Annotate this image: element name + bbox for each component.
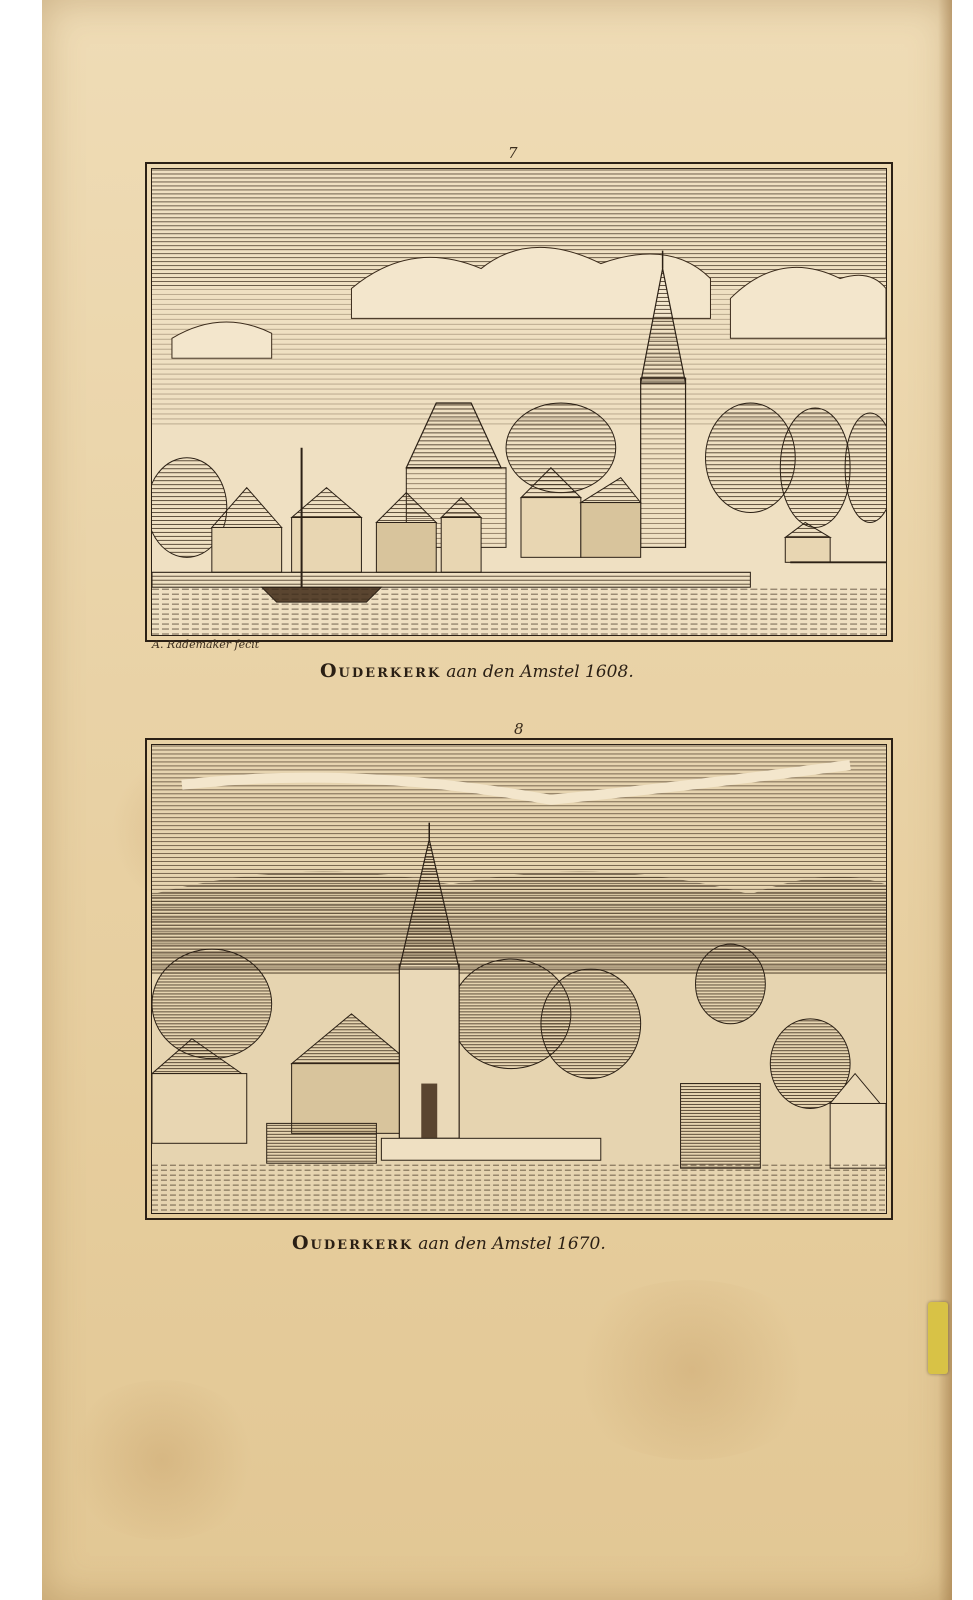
engraving-illustration <box>152 169 886 635</box>
plate-number: 8 <box>514 720 524 738</box>
paper-stain <box>562 1280 822 1460</box>
engraving-image-1608 <box>151 168 887 636</box>
engraver-signature: A. Rademaker fecit <box>152 638 260 651</box>
plate-caption-1670 <box>292 1232 606 1254</box>
engraving-illustration <box>152 745 886 1213</box>
paper-stain <box>62 1380 262 1540</box>
caption-rest: aan den Amstel 1608. <box>446 662 634 682</box>
caption-rest: aan den Amstel 1670. <box>418 1234 606 1254</box>
engraving-frame-top <box>145 162 893 642</box>
engraving-image-1670 <box>151 744 887 1214</box>
caption-town: Ouderkerk <box>292 1232 414 1254</box>
paper-tab <box>928 1302 948 1374</box>
caption-town: Ouderkerk <box>320 660 442 682</box>
plate-number: 7 <box>508 144 518 162</box>
engraving-frame-bottom <box>145 738 893 1220</box>
plate-caption-1608 <box>320 660 634 682</box>
